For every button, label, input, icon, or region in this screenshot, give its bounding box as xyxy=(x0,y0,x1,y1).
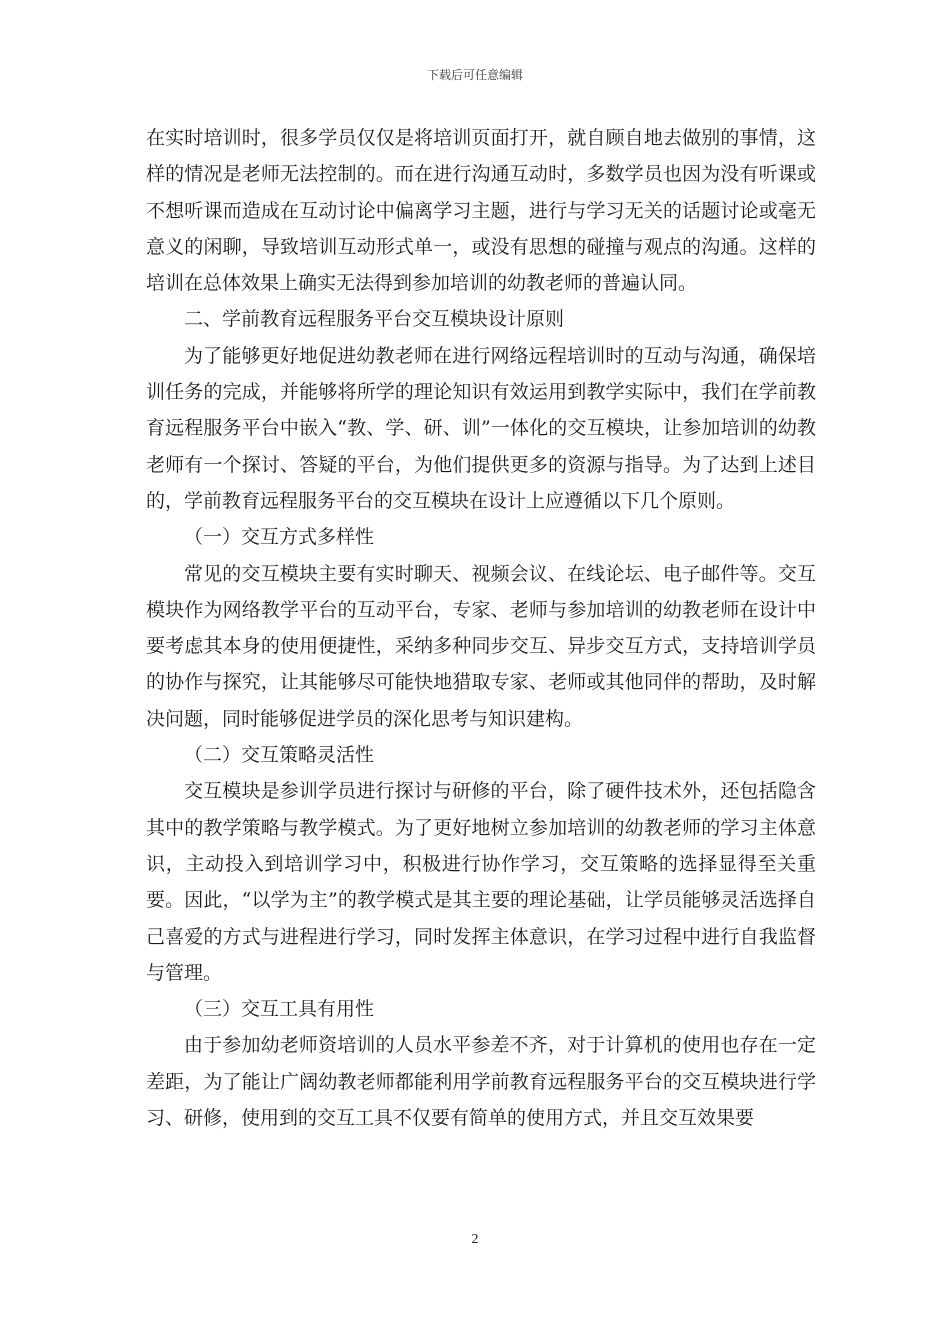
section-heading: 二、学前教育远程服务平台交互模块设计原则 xyxy=(184,308,565,331)
body-paragraph: 由于参加幼老师资培训的人员水平参差不齐，对于计算机的使用也存在一定差距，为了能让广阔幼教老师都能利用学前教育远程服务平台的交互模块进行学习、研修，使用到的交互工具不仅要有简单的使用方式，并且交互效果要 xyxy=(146,1034,816,1130)
subsection-heading: （二）交互策略灵活性 xyxy=(184,744,375,767)
subsection-heading: （一）交互方式多样性 xyxy=(184,526,375,549)
subsection-heading: （三）交互工具有用性 xyxy=(184,998,375,1021)
page-header: 下载后可任意编辑 xyxy=(426,68,523,82)
page-number: 2 xyxy=(471,1232,479,1247)
body-paragraph: 常见的交互模块主要有实时聊天、视频会议、在线论坛、电子邮件等。交互模块作为网络教学平台的互动平台，专家、老师与参加培训的幼教老师在设计中要考虑其本身的使用便捷性，采纳多种同步交互、异步交互方式，支持培训学员的协作与探究，让其能够尽可能快地猎取专家、老师或其他同伴的帮助，及时解决问题，同时能够促进学员的深化思考与知识建构。 xyxy=(146,562,816,730)
body-paragraph: 在实时培训时，很多学员仅仅是将培训页面打开，就自顾自地去做别的事情，这样的情况是老师无法控制的。而在进行沟通互动时，多数学员也因为没有听课或不想听课而造成在互动讨论中偏离学习主题，进行与学习无关的话题讨论或毫无意义的闲聊，导致培训互动形式单一，或没有思想的碰撞与观点的沟通。这样的培训在总体效果上确实无法得到参加培训的幼教老师的普遍认同。 xyxy=(146,127,816,295)
document-body xyxy=(146,120,816,1136)
body-paragraph: 交互模块是参训学员进行探讨与研修的平台，除了硬件技术外，还包括隐含其中的教学策略与教学模式。为了更好地树立参加培训的幼教老师的学习主体意识，主动投入到培训学习中，积极进行协作学习，交互策略的选择显得至关重要。因此，“以学为主”的教学模式是其主要的理论基础，让学员能够灵活选择自己喜爱的方式与进程进行学习，同时发挥主体意识，在学习过程中进行自我监督与管理。 xyxy=(146,780,816,984)
body-paragraph: 为了能够更好地促进幼教老师在进行网络远程培训时的互动与沟通，确保培训任务的完成，并能够将所学的理论知识有效运用到教学实际中，我们在学前教育远程服务平台中嵌入“教、学、研、训”一体化的交互模块，让参加培训的幼教老师有一个探讨、答疑的平台，为他们提供更多的资源与指导。为了达到上述目的，学前教育远程服务平台的交互模块在设计上应遵循以下几个原则。 xyxy=(146,344,816,512)
